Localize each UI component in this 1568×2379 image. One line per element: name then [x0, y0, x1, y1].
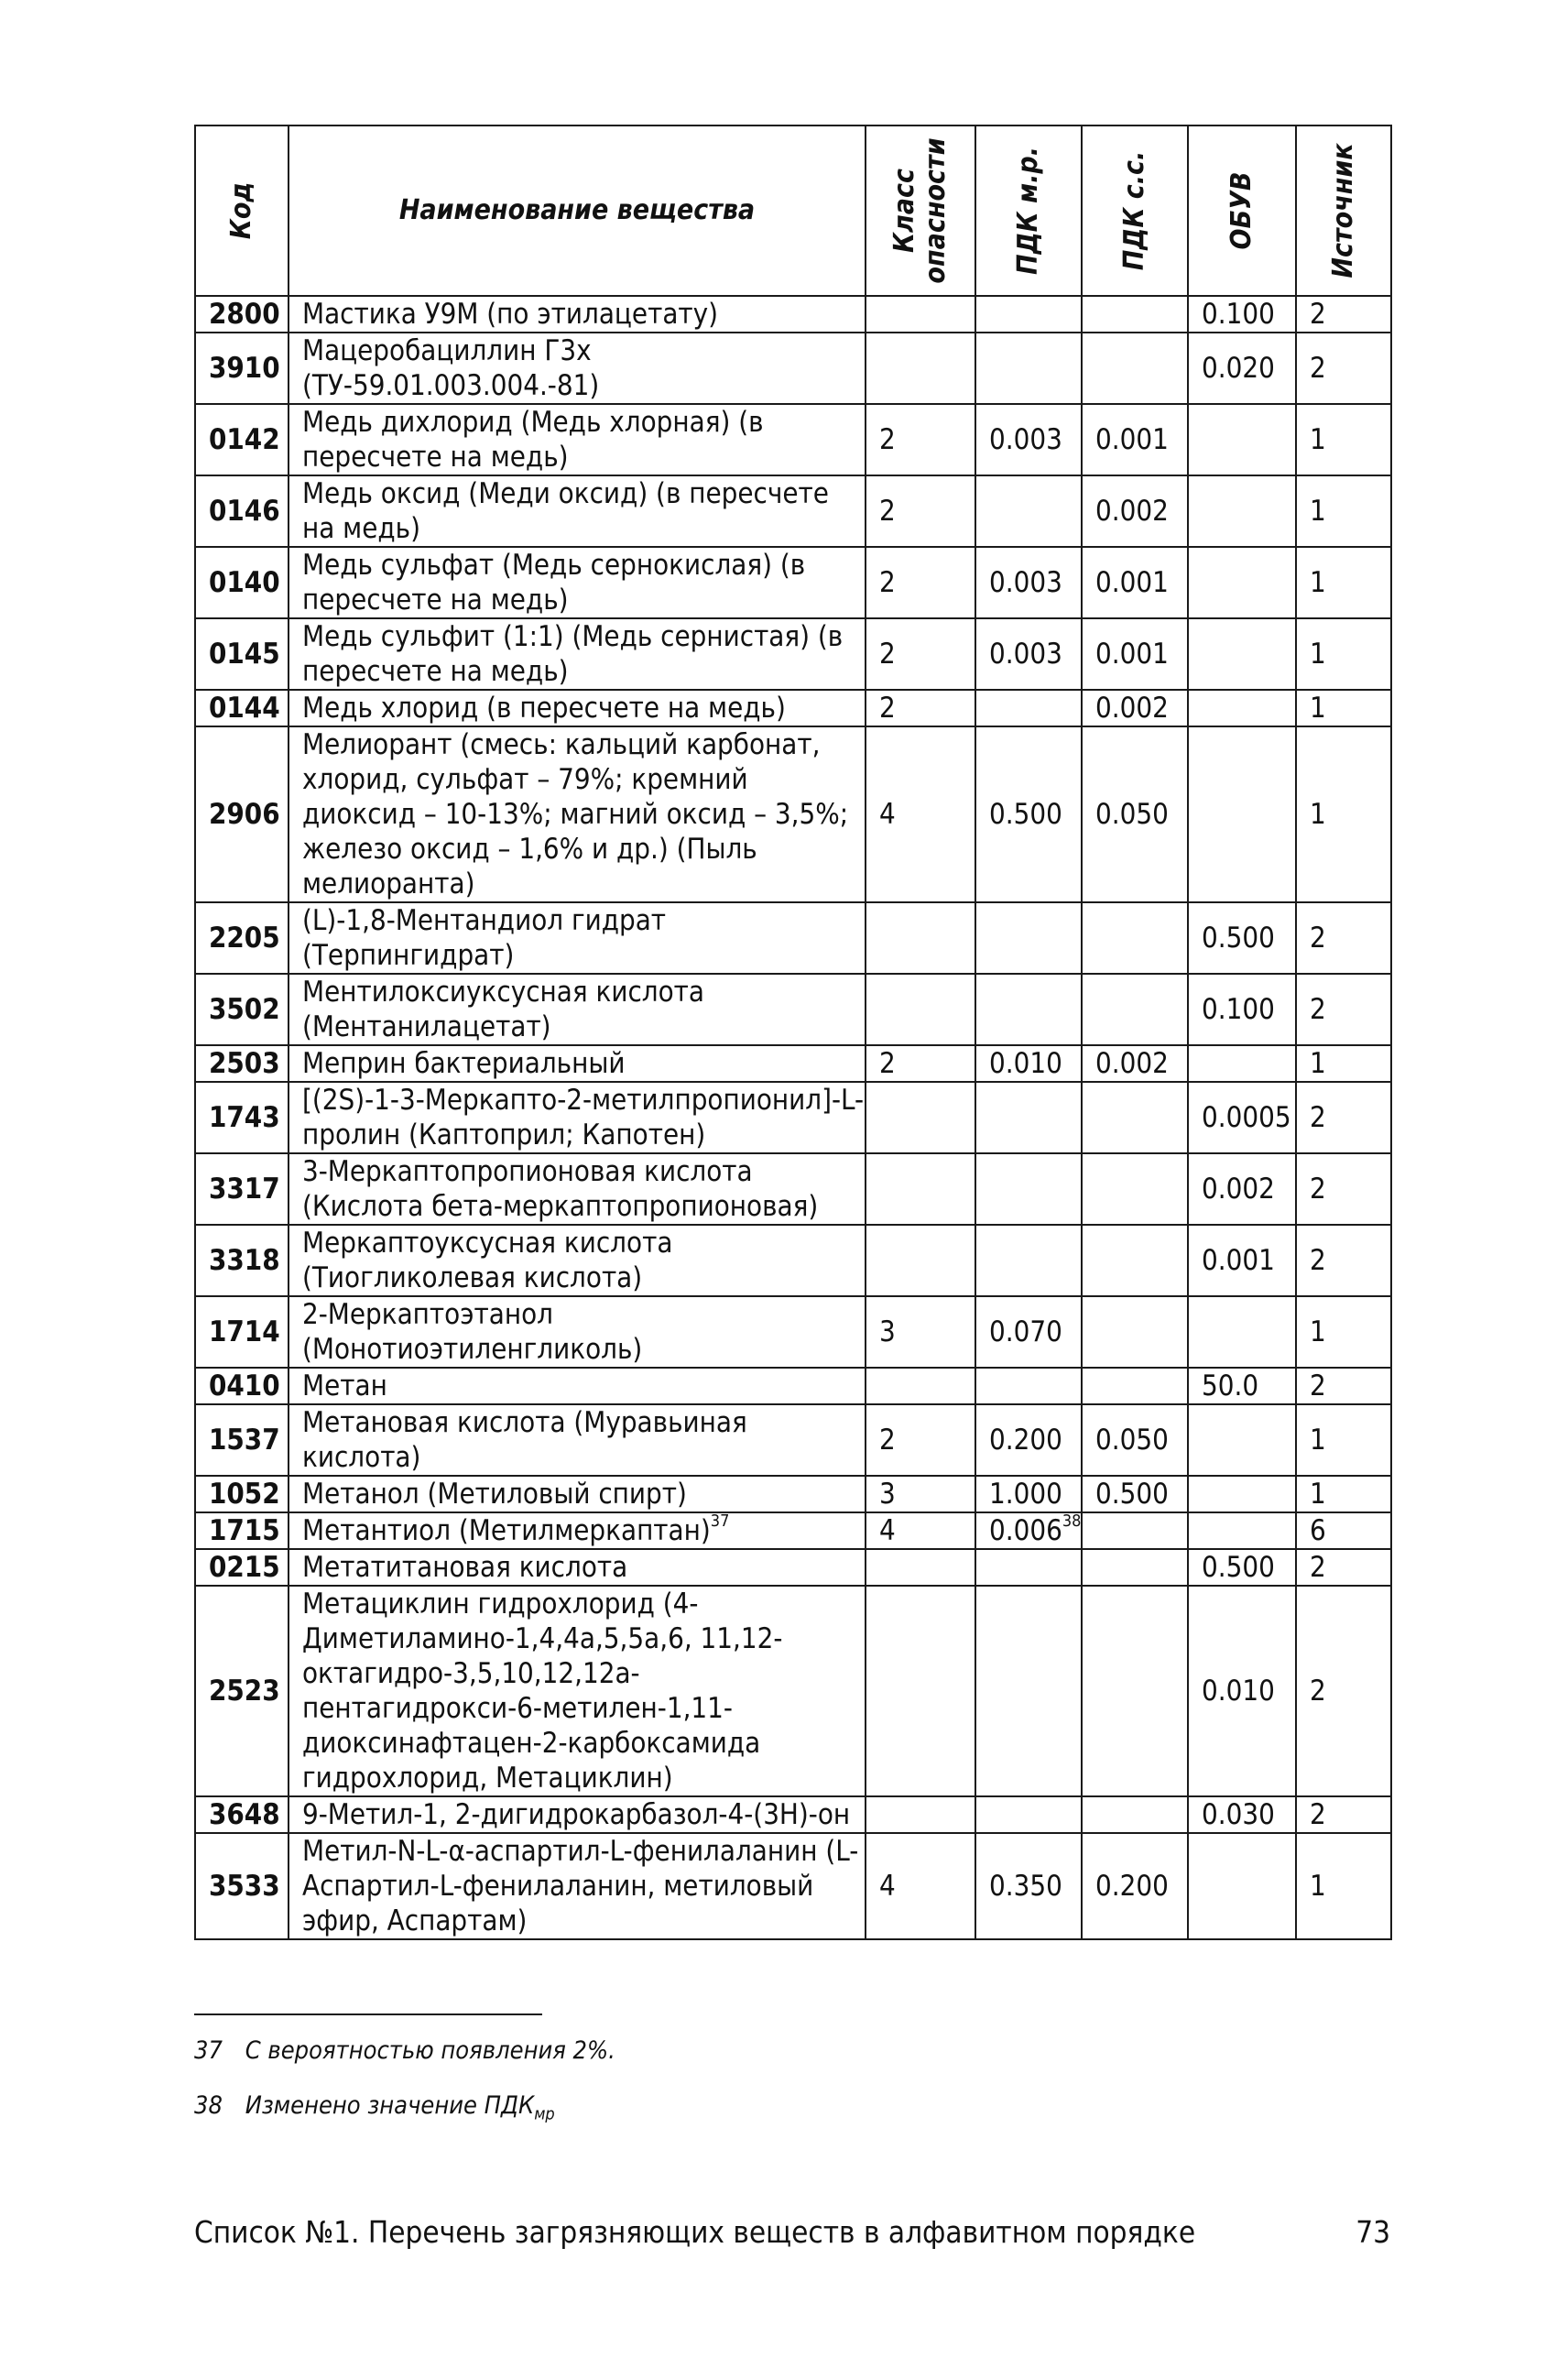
pdk-mr-cell — [975, 1586, 1082, 1796]
obuv-cell — [1188, 1476, 1296, 1512]
pdk-ss-cell — [1082, 333, 1188, 404]
source-cell: 1 — [1296, 1833, 1391, 1939]
code-cell: 0142 — [195, 404, 289, 475]
code-cell: 3318 — [195, 1225, 289, 1296]
table-row — [195, 1225, 1391, 1296]
page-number: 73 — [1356, 2214, 1390, 2250]
footnote-37: 37 С вероятностью появления 2%. — [194, 2036, 615, 2065]
source-cell: 1 — [1296, 404, 1391, 475]
substance-name-cell: Меприн бактериальный — [289, 1045, 866, 1082]
source-cell: 1 — [1296, 1404, 1391, 1476]
pdk-mr-cell — [975, 1796, 1082, 1833]
code-cell: 2906 — [195, 726, 289, 902]
code-cell: 1714 — [195, 1296, 289, 1368]
pdk-ss-cell: 0.002 — [1082, 690, 1188, 726]
substance-name-cell: Метатитановая кислота — [289, 1549, 866, 1586]
code-cell: 2503 — [195, 1045, 289, 1082]
hazard-class-cell — [866, 902, 975, 974]
table-row — [195, 726, 1391, 902]
pdk-mr-cell: 0.003 — [975, 618, 1082, 690]
table-row — [195, 1586, 1391, 1796]
table-row — [195, 333, 1391, 404]
hazard-class-cell — [866, 1586, 975, 1796]
source-cell: 6 — [1296, 1512, 1391, 1549]
code-cell: 1537 — [195, 1404, 289, 1476]
table-row — [195, 618, 1391, 690]
hazard-class-cell: 3 — [866, 1476, 975, 1512]
pdk-mr-cell — [975, 1082, 1082, 1153]
hazard-class-cell — [866, 333, 975, 404]
obuv-cell — [1188, 1045, 1296, 1082]
footnote-ref: 37 — [710, 1511, 730, 1531]
pdk-mr-cell: 0.003 — [975, 404, 1082, 475]
page-footer — [194, 2214, 1390, 2251]
hazard-class-cell: 2 — [866, 475, 975, 547]
pdk-mr-cell: 1.000 — [975, 1476, 1082, 1512]
pdk-ss-cell: 0.002 — [1082, 475, 1188, 547]
obuv-cell: 0.030 — [1188, 1796, 1296, 1833]
pdk-ss-cell — [1082, 1586, 1188, 1796]
code-cell: 2523 — [195, 1586, 289, 1796]
pdk-ss-cell — [1082, 296, 1188, 333]
source-cell: 1 — [1296, 1045, 1391, 1082]
code-cell: 0146 — [195, 475, 289, 547]
obuv-cell: 50.0 — [1188, 1368, 1296, 1404]
source-cell: 2 — [1296, 296, 1391, 333]
table-row — [195, 902, 1391, 974]
hazard-class-cell: 2 — [866, 404, 975, 475]
hazard-class-cell — [866, 296, 975, 333]
hazard-class-cell: 4 — [866, 1833, 975, 1939]
pdk-ss-cell — [1082, 1512, 1188, 1549]
source-cell: 1 — [1296, 726, 1391, 902]
obuv-cell: 0.100 — [1188, 974, 1296, 1045]
substance-name-cell: Медь сульфит (1:1) (Медь сернистая) (в пересчете на медь) — [289, 618, 866, 690]
substance-name-cell: Медь хлорид (в пересчете на медь) — [289, 690, 866, 726]
substance-name-cell: Мастика У9М (по этилацетату) — [289, 296, 866, 333]
hazard-class-cell: 4 — [866, 726, 975, 902]
substance-name-cell: Метан — [289, 1368, 866, 1404]
pdk-ss-cell: 0.001 — [1082, 618, 1188, 690]
substance-name-cell: Мелиорант (смесь: кальций карбонат, хлорид, сульфат – 79%; кремний диоксид – 10-13%; магний оксид – 3,5%; железо оксид – 1,6% и др.) (Пыль мелиоранта) — [289, 726, 866, 902]
footer-title: Список №1. Перечень загрязняющих веществ в алфавитном порядке — [194, 2214, 1196, 2250]
pdk-mr-cell — [975, 1225, 1082, 1296]
code-cell: 3502 — [195, 974, 289, 1045]
header-pdk-mr: ПДК м.р. — [975, 125, 1082, 296]
source-cell: 2 — [1296, 1082, 1391, 1153]
hazard-class-cell — [866, 1368, 975, 1404]
pdk-mr-cell: 0.003 — [975, 547, 1082, 618]
table-row — [195, 1404, 1391, 1476]
hazard-class-cell — [866, 1796, 975, 1833]
substance-name-cell: Метанол (Метиловый спирт) — [289, 1476, 866, 1512]
table-row — [195, 690, 1391, 726]
hazard-class-cell — [866, 974, 975, 1045]
pdk-mr-cell: 0.500 — [975, 726, 1082, 902]
substance-name-cell: [(2S)-1-3-Меркапто-2-метилпропионил]-L-пролин (Каптоприл; Капотен) — [289, 1082, 866, 1153]
table-row — [195, 1512, 1391, 1549]
pdk-mr-cell — [975, 974, 1082, 1045]
obuv-cell: 0.010 — [1188, 1586, 1296, 1796]
code-cell: 1052 — [195, 1476, 289, 1512]
hazard-class-cell: 2 — [866, 690, 975, 726]
table-row — [195, 1368, 1391, 1404]
pdk-mr-cell: 0.006$^{38}$ — [975, 1512, 1082, 1549]
obuv-cell — [1188, 618, 1296, 690]
hazard-class-cell — [866, 1153, 975, 1225]
obuv-cell — [1188, 475, 1296, 547]
footnote-ref: 38 — [1062, 1511, 1082, 1531]
substance-name-cell: Меркаптоуксусная кислота (Тиогликолевая кислота) — [289, 1225, 866, 1296]
source-cell: 2 — [1296, 974, 1391, 1045]
substance-name-cell: Медь оксид (Меди оксид) (в пересчете на медь) — [289, 475, 866, 547]
pdk-ss-cell — [1082, 1796, 1188, 1833]
substance-name-cell: Ментилоксиуксусная кислота (Ментанилацетат) — [289, 974, 866, 1045]
substance-name-cell: Мацеробациллин Г3х (ТУ-59.01.003.004.-81) — [289, 333, 866, 404]
table-row — [195, 1296, 1391, 1368]
source-cell: 1 — [1296, 618, 1391, 690]
pdk-ss-cell: 0.050 — [1082, 1404, 1188, 1476]
table-body — [195, 296, 1391, 1939]
source-cell: 1 — [1296, 690, 1391, 726]
obuv-cell — [1188, 1404, 1296, 1476]
footnote-38: 38 Изменено значение $ПДК_{мр}$ — [194, 2091, 555, 2124]
source-cell: 2 — [1296, 1549, 1391, 1586]
table-row — [195, 475, 1391, 547]
pdk-mr-cell — [975, 475, 1082, 547]
hazard-class-cell: 2 — [866, 547, 975, 618]
obuv-cell: 0.100 — [1188, 296, 1296, 333]
substance-name-cell: 9-Метил-1, 2-дигидрокарбазол-4-(3Н)-он — [289, 1796, 866, 1833]
substance-name-cell: Метил-N-L-α-аспартил-L-фенилаланин (L-Аспартил-L-фенилаланин, метиловый эфир, Аспартам) — [289, 1833, 866, 1939]
pdk-mr-cell — [975, 1153, 1082, 1225]
pdk-ss-cell — [1082, 1225, 1188, 1296]
obuv-cell — [1188, 1833, 1296, 1939]
source-cell: 1 — [1296, 547, 1391, 618]
header-obuv: ОБУВ — [1188, 125, 1296, 296]
obuv-cell — [1188, 547, 1296, 618]
obuv-cell: 0.0005 — [1188, 1082, 1296, 1153]
substance-name-cell: Метациклин гидрохлорид (4-Диметиламино-1,4,4a,5,5a,6, 11,12-октагидро-3,5,10,12,12a-пентагидрокси-6-метилен-1,11-диоксинафтацен-2-карбоксамида гидрохлорид, Метациклин) — [289, 1586, 866, 1796]
pdk-ss-cell — [1082, 1368, 1188, 1404]
hazard-class-cell: 4 — [866, 1512, 975, 1549]
substance-name-cell: Медь дихлорид (Медь хлорная) (в пересчете на медь) — [289, 404, 866, 475]
hazard-class-cell — [866, 1225, 975, 1296]
substance-name-cell: 3-Меркаптопропионовая кислота (Кислота бета-меркаптопропионовая) — [289, 1153, 866, 1225]
hazard-class-cell: 3 — [866, 1296, 975, 1368]
table-row — [195, 1549, 1391, 1586]
hazard-class-cell: 2 — [866, 1045, 975, 1082]
source-cell: 2 — [1296, 333, 1391, 404]
pdk-ss-cell — [1082, 1082, 1188, 1153]
obuv-cell — [1188, 1512, 1296, 1549]
table-row — [195, 1082, 1391, 1153]
pdk-ss-cell — [1082, 974, 1188, 1045]
source-cell: 2 — [1296, 1225, 1391, 1296]
pdk-mr-cell: 0.200 — [975, 1404, 1082, 1476]
code-cell: 0144 — [195, 690, 289, 726]
pdk-ss-cell — [1082, 1153, 1188, 1225]
header-pdk-ss: ПДК с.с. — [1082, 125, 1188, 296]
table-header-row — [195, 125, 1391, 296]
footnote-divider — [194, 2013, 542, 2015]
code-cell: 3648 — [195, 1796, 289, 1833]
code-cell: 2800 — [195, 296, 289, 333]
table-row — [195, 296, 1391, 333]
code-cell: 0140 — [195, 547, 289, 618]
header-code: Код — [195, 125, 289, 296]
pdk-ss-cell: 0.002 — [1082, 1045, 1188, 1082]
table-row — [195, 1153, 1391, 1225]
code-cell: 0145 — [195, 618, 289, 690]
pdk-ss-cell: 0.200 — [1082, 1833, 1188, 1939]
substance-name-cell: Метановая кислота (Муравьиная кислота) — [289, 1404, 866, 1476]
pdk-ss-cell — [1082, 1296, 1188, 1368]
table-row — [195, 1045, 1391, 1082]
obuv-cell — [1188, 404, 1296, 475]
source-cell: 1 — [1296, 1296, 1391, 1368]
substance-name-cell: (L)-1,8-Ментандиол гидрат (Терпингидрат) — [289, 902, 866, 974]
code-cell: 2205 — [195, 902, 289, 974]
source-cell: 2 — [1296, 1586, 1391, 1796]
code-cell: 3533 — [195, 1833, 289, 1939]
header-name: Наименование вещества — [289, 125, 866, 296]
substance-name-cell: Медь сульфат (Медь сернокислая) (в пересчете на медь) — [289, 547, 866, 618]
pdk-ss-cell — [1082, 902, 1188, 974]
code-cell: 0410 — [195, 1368, 289, 1404]
code-cell: 3317 — [195, 1153, 289, 1225]
obuv-cell: 0.500 — [1188, 1549, 1296, 1586]
footnotes — [194, 2013, 1018, 2154]
pdk-ss-cell: 0.050 — [1082, 726, 1188, 902]
obuv-cell — [1188, 690, 1296, 726]
table-row — [195, 1796, 1391, 1833]
pdk-mr-cell: 0.070 — [975, 1296, 1082, 1368]
table-row — [195, 547, 1391, 618]
table-row — [195, 404, 1391, 475]
source-cell: 2 — [1296, 902, 1391, 974]
source-cell: 1 — [1296, 1476, 1391, 1512]
code-cell: 0215 — [195, 1549, 289, 1586]
substances-table — [194, 125, 1392, 1940]
pdk-ss-cell: 0.001 — [1082, 547, 1188, 618]
pdk-mr-cell — [975, 690, 1082, 726]
obuv-cell: 0.002 — [1188, 1153, 1296, 1225]
obuv-cell: 0.001 — [1188, 1225, 1296, 1296]
pdk-mr-cell — [975, 296, 1082, 333]
source-cell: 2 — [1296, 1153, 1391, 1225]
table-row — [195, 1476, 1391, 1512]
pdk-mr-cell — [975, 1368, 1082, 1404]
code-cell: 1715 — [195, 1512, 289, 1549]
table-row — [195, 1833, 1391, 1939]
obuv-cell: 0.020 — [1188, 333, 1296, 404]
pdk-mr-cell — [975, 333, 1082, 404]
obuv-cell: 0.500 — [1188, 902, 1296, 974]
pdk-ss-cell: 0.500 — [1082, 1476, 1188, 1512]
pdk-mr-cell — [975, 902, 1082, 974]
pdk-mr-cell: 0.010 — [975, 1045, 1082, 1082]
header-hazard-class: Класс опасности — [866, 125, 975, 296]
table-row — [195, 974, 1391, 1045]
pdk-mr-cell: 0.350 — [975, 1833, 1082, 1939]
source-cell: 2 — [1296, 1368, 1391, 1404]
hazard-class-cell — [866, 1082, 975, 1153]
substance-name-cell: Метантиол (Метилмеркаптан)$^{37}$ — [289, 1512, 866, 1549]
pdk-ss-cell: 0.001 — [1082, 404, 1188, 475]
hazard-class-cell — [866, 1549, 975, 1586]
code-cell: 1743 — [195, 1082, 289, 1153]
source-cell: 1 — [1296, 475, 1391, 547]
source-cell: 2 — [1296, 1796, 1391, 1833]
pdk-mr-cell — [975, 1549, 1082, 1586]
obuv-cell — [1188, 726, 1296, 902]
pdk-ss-cell — [1082, 1549, 1188, 1586]
hazard-class-cell: 2 — [866, 1404, 975, 1476]
code-cell: 3910 — [195, 333, 289, 404]
substance-name-cell: 2-Меркаптоэтанол (Монотиоэтиленгликоль) — [289, 1296, 866, 1368]
hazard-class-cell: 2 — [866, 618, 975, 690]
header-source: Источник — [1296, 125, 1391, 296]
obuv-cell — [1188, 1296, 1296, 1368]
